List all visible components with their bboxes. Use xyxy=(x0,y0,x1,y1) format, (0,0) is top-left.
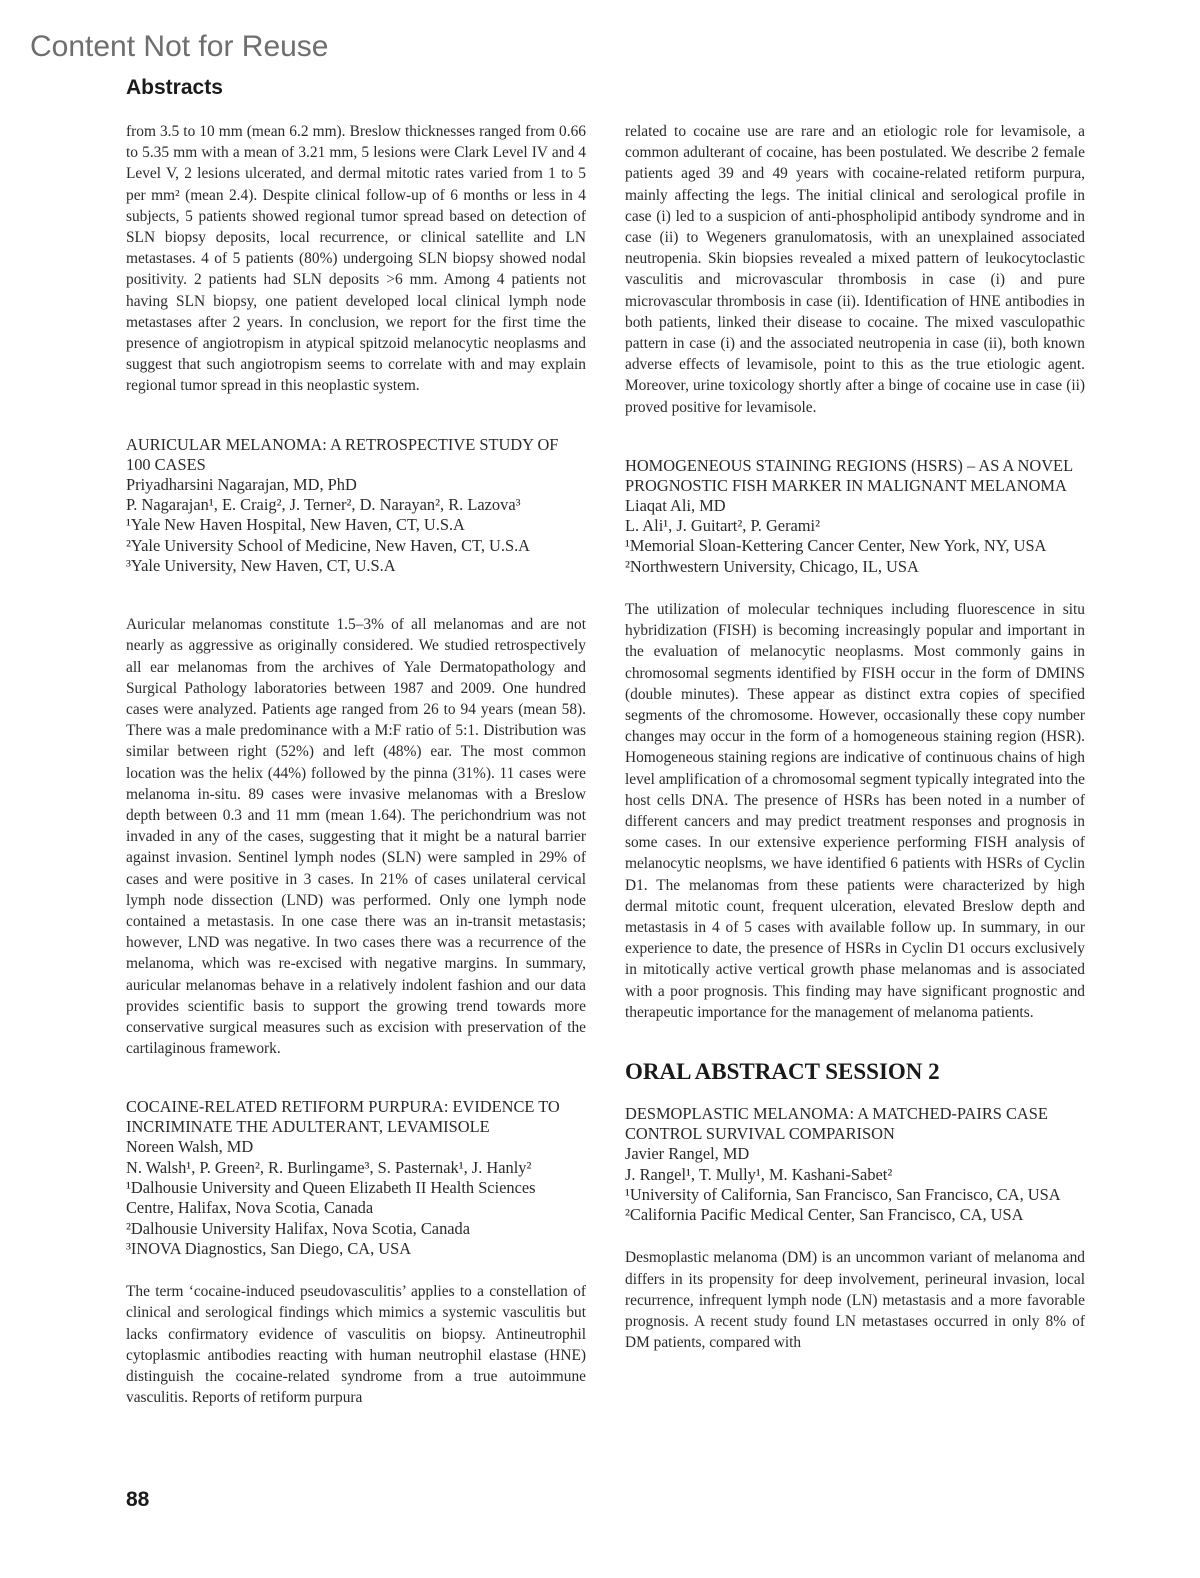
abstract-affiliation: ²Dalhousie University Halifax, Nova Scotia, Canada xyxy=(126,1218,471,1238)
abstract-auricular-melanoma xyxy=(126,435,586,1060)
session-heading: ORAL ABSTRACT SESSION 2 xyxy=(625,1059,940,1085)
abstract-affiliation: ²Yale University School of Medicine, New Haven, CT, U.S.A xyxy=(126,535,531,555)
abstract-cocaine-retiform-purpura xyxy=(126,1097,586,1408)
abstract-body: The utilization of molecular techniques including fluorescence in situ hybridization (FISH) is becoming increasingly popular and important in the evaluation of melanocytic neoplasms. Most commonly gains in chromosomal segments identified by FISH occur in the form of DMINS (double minutes). These appear as distinct extra copies of specified segments of the chromosome. However, occasionally these copy number changes may occur in the form of a homogeneous staining region (HSR). Homogeneous staining regions are indicative of continuous chains of high level amplification of a chromosomal segment typically integrated into the host cells DNA. The presence of HSRs has been noted in a number of different cancers and may predict treatment responses and prognosis in some cases. In our extensive experience performing FISH analysis of melanocytic neoplsms, we have identified 6 patients with HSRs of Cyclin D1. The melanomas from these patients were characterized by high dermal mitotic count, frequent ulceration, elevated Breslow depth and metastasis in 4 of 5 cases with available follow up. In summary, in our experience to date, the presence of HSRs in Cyclin D1 occurs exclusively in mitotically active vertical growth phase melanomas and is associated with a poor prognosis. This finding may have significant prognostic and therapeutic importance for the management of melanoma patients. xyxy=(625,601,1085,1021)
abstract-hsrs-fish-marker xyxy=(625,456,1085,1023)
abstract-body: Desmoplastic melanoma (DM) is an uncommon variant of melanoma and differs in its propensity for deep involvement, perineural invasion, local recurrence, infrequent lymph node (LN) metastasis and a more favorable prognosis. A recent study found LN metastases occurred in only 8% of DM patients, compared with xyxy=(625,1249,1085,1352)
abstract-presenter: Liaqat Ali, MD xyxy=(625,495,726,515)
left-column xyxy=(126,121,586,1408)
abstract-affiliation: ¹Dalhousie University and Queen Elizabeth II Health Sciences Centre, Halifax, Nova Scotia, Canada xyxy=(126,1177,536,1218)
abstract-authors: J. Rangel¹, T. Mully¹, M. Kashani-Sabet² xyxy=(625,1164,893,1184)
abstract-title: COCAINE-RELATED RETIFORM PURPURA: EVIDENCE TO INCRIMINATE THE ADULTERANT, LEVAMISOLE xyxy=(126,1097,560,1137)
abstract-affiliation: ³Yale University, New Haven, CT, U.S.A xyxy=(126,555,396,575)
abstract-desmoplastic-melanoma xyxy=(625,1104,1085,1353)
abstract-body: The term ‘cocaine-induced pseudovasculitis’ applies to a constellation of clinical and serological findings which mimics a systemic vasculitis but lacks confirmatory evidence of vasculitis on biopsy. Antineutrophil cytoplasmic antibodies reacting with human neutrophil elastase (HNE) distinguish the cocaine-related syndrome from a true autoimmune vasculitis. Reports of retiform purpura xyxy=(126,1283,586,1407)
abstract-body: Auricular melanomas constitute 1.5–3% of all melanomas and are not nearly as aggressive as originally considered. We studied retrospectively all ear melanomas from the archives of Yale Dermatopathology and Surgical Pathology laboratories between 1987 and 2009. One hundred cases were analyzed. Patients age ranged from 26 to 94 years (mean 58). There was a male predominance with a M:F ratio of 5:1. Distribution was similar between right (52%) and left (48%) ear. The most common location was the helix (44%) followed by the pinna (31%). 11 cases were melanoma in-situ. 89 cases were invasive melanomas with a Breslow depth between 0.3 and 11 mm (mean 1.64). The perichondrium was not invaded in any of the cases, suggesting that it might be a natural barrier against invasion. Sentinel lymph nodes (SLN) were sampled in 29% of cases and were positive in 3 cases. In 21% of cases unilateral cervical lymph node dissection (LND) was performed. Only one lymph node contained a metastasis. In one case there was an in-transit metastasis; however, LND was negative. In two cases there was a recurrence of the melanoma, which was re-excised with negative margins. In summary, auricular melanomas behave in a relatively indolent fashion and our data provides scientific basis to support the growing trend towards more conservative surgical measures such as excision with preservation of the cartilaginous framework. xyxy=(126,616,586,1058)
abstract-presenter: Priyadharsini Nagarajan, MD, PhD xyxy=(126,474,357,494)
abstract-affiliation: ¹Memorial Sloan-Kettering Cancer Center, New York, NY, USA xyxy=(625,536,1047,556)
section-label: Abstracts xyxy=(126,76,223,99)
abstract-affiliation: ²California Pacific Medical Center, San Francisco, CA, USA xyxy=(625,1205,1024,1225)
abstract-authors: L. Ali¹, J. Guitart², P. Gerami² xyxy=(625,516,821,536)
page-number: 88 xyxy=(126,1488,150,1511)
abstract-affiliation: ¹Yale New Haven Hospital, New Haven, CT, U.S.A xyxy=(126,515,465,535)
continuation-text: related to cocaine use are rare and an etiologic role for levamisole, a common adulterant of cocaine, has been postulated. We describe 2 female patients aged 39 and 49 years with cocaine-related retiform purpura, mainly affecting the legs. The initial clinical and serological profile in case (i) led to a suspicion of anti-phospholipid antibody syndrome and in case (ii) to Wegeners granulomatosis, with an unexplained associated neutropenia. Skin biopsies revealed a mixed pattern of leukocytoclastic vasculitis and microvascular thrombosis in case (i) and pure microvascular thrombosis in case (ii). Identification of HNE antibodies in both patients, linked their disease to cocaine. The mixed vasculopathic pattern in case (i) and the associated neutropenia in case (ii), both known adverse effects of levamisole, point to this as the true etiologic agent. Moreover, urine toxicology shortly after a binge of cocaine use in case (ii) proved positive for levamisole. xyxy=(625,123,1085,416)
abstract-affiliation: ³INOVA Diagnostics, San Diego, CA, USA xyxy=(126,1238,412,1258)
abstract-affiliation: ²Northwestern University, Chicago, IL, USA xyxy=(625,556,919,576)
right-column xyxy=(625,121,1085,1354)
abstract-authors: N. Walsh¹, P. Green², R. Burlingame³, S. Pasternak¹, J. Hanly² xyxy=(126,1157,532,1177)
abstract-presenter: Noreen Walsh, MD xyxy=(126,1137,254,1157)
abstract-title: AURICULAR MELANOMA: A RETROSPECTIVE STUDY OF 100 CASES xyxy=(126,434,559,474)
abstract-presenter: Javier Rangel, MD xyxy=(625,1144,750,1164)
abstract-affiliation: ¹University of California, San Francisco, San Francisco, CA, USA xyxy=(625,1184,1061,1204)
abstract-authors: P. Nagarajan¹, E. Craig², J. Terner², D. Narayan², R. Lazova³ xyxy=(126,494,521,514)
continuation-text: from 3.5 to 10 mm (mean 6.2 mm). Breslow thicknesses ranged from 0.66 to 5.35 mm with a mean of 3.21 mm, 5 lesions were Clark Level IV and 4 Level V, 2 lesions ulcerated, and dermal mitotic rates varied from 1 to 5 per mm² (mean 2.4). Despite clinical follow-up of 6 months or less in 4 subjects, 5 patients showed regional tumor spread based on detection of SLN biopsy deposits, local recurrence, or clinical satellite and LN metastases. 4 of 5 patients (80%) undergoing SLN biopsy showed nodal positivity. 2 patients had SLN deposits >6 mm. Among 4 patients not having SLN biopsy, one patient developed local clinical lymph node metastases after 2 years. In conclusion, we report for the first time the presence of angiotropism in atypical spitzoid melanocytic neoplasms and suggest that such angiotropism seems to correlate with and may explain regional tumor spread in this neoplastic system. xyxy=(126,123,586,395)
watermark: Content Not for Reuse xyxy=(30,30,329,63)
abstract-title: DESMOPLASTIC MELANOMA: A MATCHED-PAIRS CASE CONTROL SURVIVAL COMPARISON xyxy=(625,1104,1048,1144)
abstract-title: HOMOGENEOUS STAINING REGIONS (HSRS) – AS A NOVEL PROGNOSTIC FISH MARKER IN MALIGNANT MELANOMA xyxy=(625,455,1073,495)
